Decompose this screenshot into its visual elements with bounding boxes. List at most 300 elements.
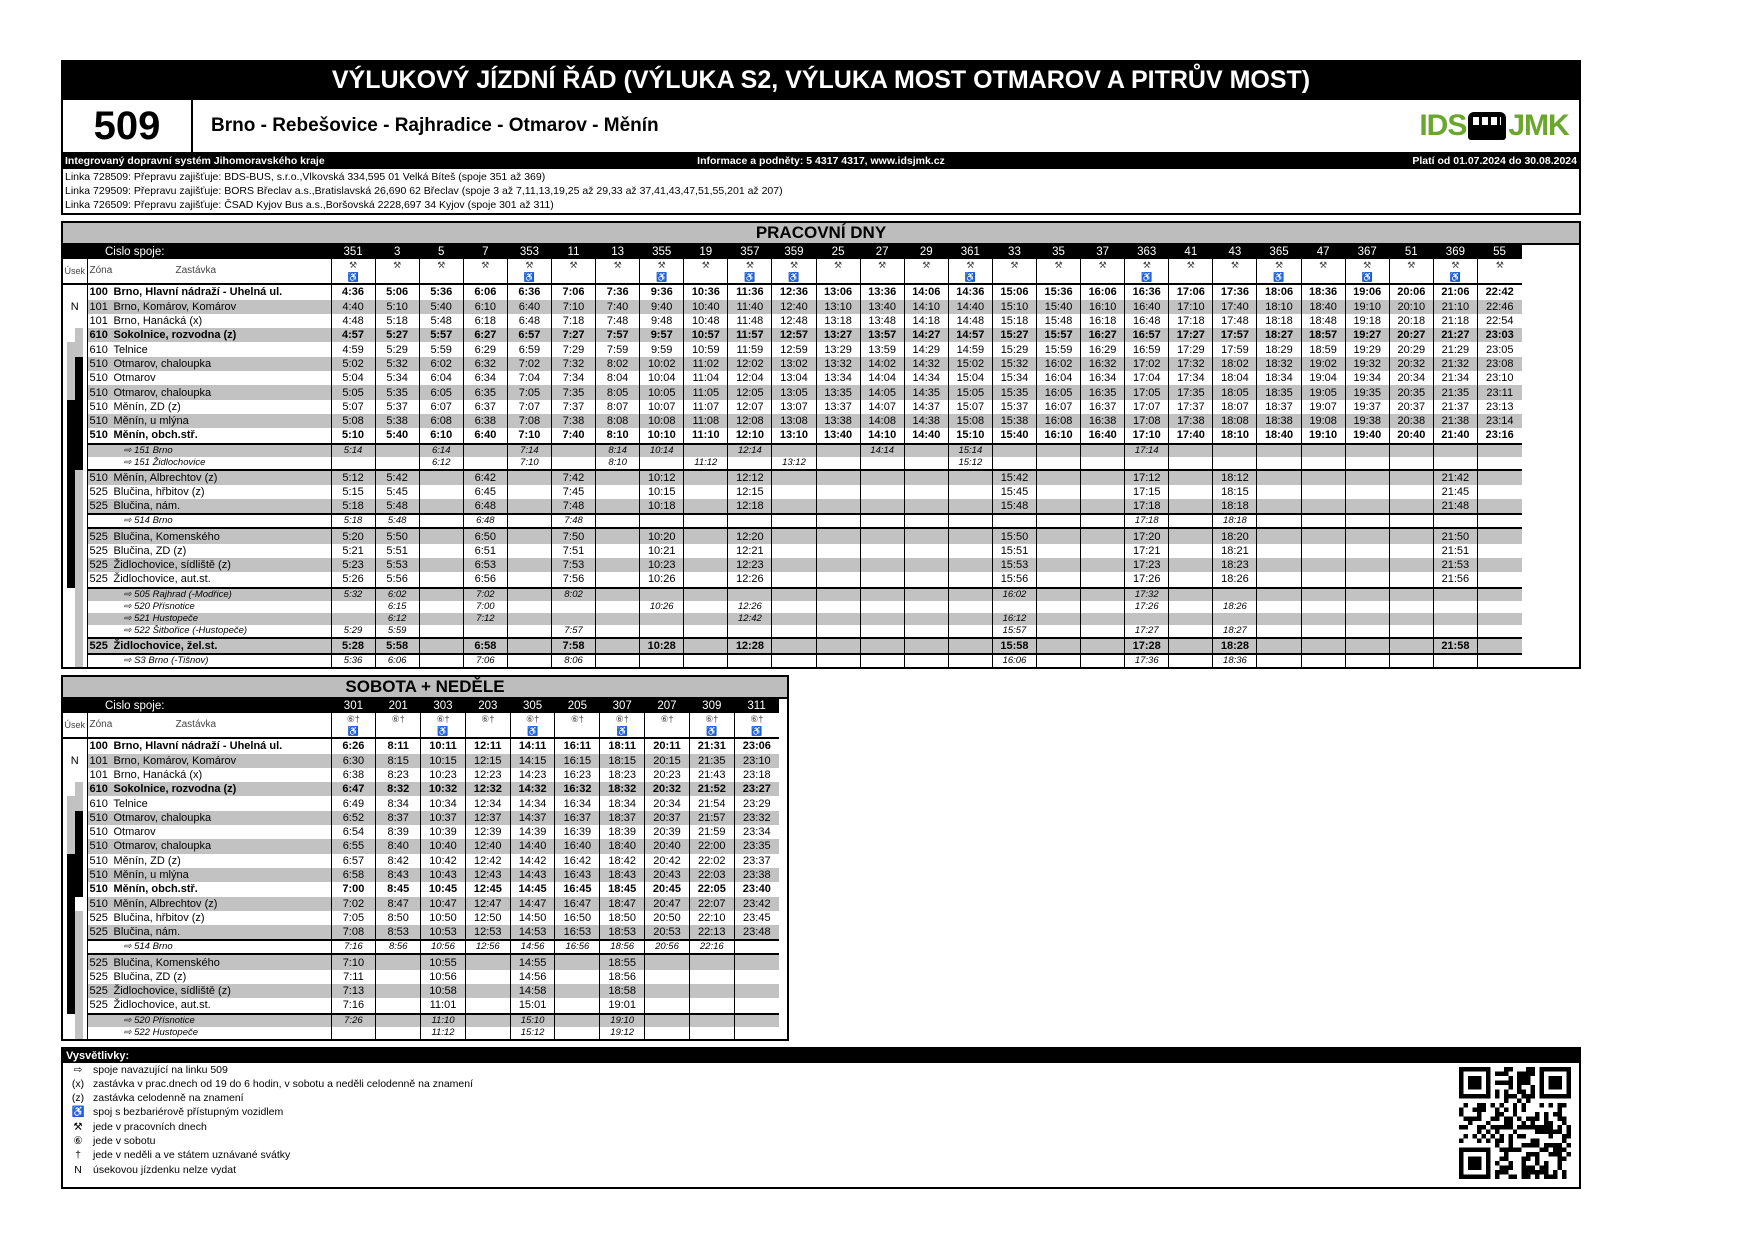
empty-cell [1389, 444, 1433, 457]
empty-cell [507, 528, 551, 543]
departure-time: 7:57 [596, 328, 640, 342]
departure-time: 12:50 [465, 911, 510, 925]
departure-time: 6:40 [507, 300, 551, 314]
zone-number: 610 [89, 329, 108, 342]
legend-symbol: (z) [71, 1092, 85, 1105]
empty-cell [904, 457, 948, 470]
departure-time: 18:10 [1213, 428, 1257, 443]
empty-cell [1345, 485, 1389, 499]
departure-time: 13:57 [860, 328, 904, 342]
stop-row [63, 738, 779, 753]
empty-cell [1301, 558, 1345, 572]
departure-time: 5:51 [375, 544, 419, 558]
departure-time: 17:08 [1125, 414, 1169, 428]
empty-cell [645, 725, 690, 738]
departure-time: 17:14 [1125, 444, 1169, 457]
stop-name: Blučina, ZD (z) [113, 544, 187, 557]
empty-cell [507, 654, 551, 667]
zone-number: 510 [89, 372, 108, 385]
departure-time: 20:32 [1389, 357, 1433, 371]
departure-time: 18:40 [1257, 428, 1301, 443]
trip-number: 3 [375, 245, 419, 259]
departure-time: 23:10 [734, 754, 779, 768]
departure-time: 19:38 [1345, 414, 1389, 428]
departure-time: 21:10 [1433, 300, 1477, 314]
departure-time: 6:58 [331, 868, 376, 882]
trip-number: 25 [816, 245, 860, 259]
departure-time: 5:45 [375, 485, 419, 499]
operating-days-icon: ⑥† [510, 713, 555, 725]
trip-number: 7 [463, 245, 507, 259]
stop-name: Měnín, obch.stř. [113, 429, 198, 442]
departure-time: 16:12 [992, 613, 1036, 625]
line-number: 509 [63, 100, 193, 152]
departure-time: 16:35 [1081, 385, 1125, 399]
departure-time: 16:48 [1125, 314, 1169, 328]
fare-section-bar [67, 428, 75, 443]
departure-time: 6:32 [463, 357, 507, 371]
departure-time: 6:29 [463, 342, 507, 356]
empty-cell [1345, 613, 1389, 625]
operating-days-icon: ⚒ [1037, 259, 1081, 271]
departure-time: 16:10 [1081, 300, 1125, 314]
empty-cell [376, 1014, 421, 1027]
empty-cell [1213, 271, 1257, 284]
stop-name: Židlochovice, sídliště (z) [113, 985, 231, 998]
departure-time: 6:15 [375, 601, 419, 613]
empty-cell [1081, 457, 1125, 470]
departure-time: 21:59 [689, 825, 734, 839]
stop-name-cell [87, 768, 331, 782]
fare-section-bar [67, 940, 75, 954]
departure-time: 19:01 [600, 998, 645, 1013]
departure-time: 15:59 [1037, 342, 1081, 356]
empty-cell [507, 499, 551, 514]
departure-time: 8:02 [596, 357, 640, 371]
trip-number-label: Cislo spoje: [63, 245, 331, 259]
empty-cell [1477, 613, 1521, 625]
departure-time: 7:35 [551, 385, 595, 399]
departure-time: 10:14 [640, 444, 684, 457]
legend-text: spoj s bezbariérově přístupným vozidlem [93, 1106, 284, 1119]
departure-time: 16:39 [555, 825, 600, 839]
zone-stop-header [87, 713, 331, 738]
operating-days-icon: ⚒ [331, 259, 375, 271]
departure-time: 10:55 [421, 954, 466, 969]
departure-time: 15:40 [1037, 300, 1081, 314]
departure-time: 15:38 [992, 414, 1036, 428]
departure-time: 12:53 [465, 925, 510, 940]
departure-time: 21:38 [1433, 414, 1477, 428]
fare-section-bar [75, 428, 83, 443]
departure-time: 16:10 [1037, 428, 1081, 443]
empty-cell [1037, 499, 1081, 514]
legend-symbol: (x) [71, 1077, 85, 1090]
stop-name-cell [87, 811, 331, 825]
fare-section-bar [75, 328, 83, 342]
departure-time: 20:34 [1389, 371, 1433, 385]
departure-time: 23:16 [1477, 428, 1521, 443]
fare-section-bar [67, 470, 75, 485]
usek-header: Úsek [63, 713, 87, 738]
departure-time: 10:04 [640, 371, 684, 385]
departure-time: 13:38 [816, 414, 860, 428]
departure-time: 7:16 [331, 998, 376, 1013]
connection-label: ⇨ 514 Brno [123, 515, 173, 527]
departure-time: 11:40 [728, 300, 772, 314]
departure-time: 12:07 [728, 400, 772, 414]
departure-time: 6:53 [463, 558, 507, 572]
departure-time: 23:05 [1477, 342, 1521, 356]
departure-time: 14:18 [904, 314, 948, 328]
departure-time: 21:58 [1433, 638, 1477, 654]
empty-cell [1257, 485, 1301, 499]
fare-section-bar [75, 925, 83, 940]
connection-label: ⇨ 151 Brno [123, 444, 173, 456]
info-contact: Informace a podněty: 5 4317 4317, www.idsjmk.cz [697, 155, 945, 167]
departure-time: 15:10 [948, 428, 992, 443]
empty-cell [596, 572, 640, 587]
departure-time: 9:36 [640, 284, 684, 299]
departure-time: 20:29 [1389, 342, 1433, 356]
stop-row [63, 768, 779, 782]
empty-cell [816, 601, 860, 613]
wheelchair-icon: ♿ [1125, 271, 1169, 284]
departure-time: 21:43 [689, 768, 734, 782]
departure-time: 18:37 [1257, 400, 1301, 414]
departure-time: 5:48 [375, 499, 419, 514]
empty-cell [1477, 528, 1521, 543]
usek-cell [63, 514, 87, 528]
empty-cell [465, 1027, 510, 1039]
departure-time: 23:18 [734, 768, 779, 782]
fare-section-bar [75, 882, 83, 896]
departure-time: 23:14 [1477, 414, 1521, 428]
trip-number: 355 [640, 245, 684, 259]
departure-time: 6:05 [419, 385, 463, 399]
departure-time: 16:40 [1125, 300, 1169, 314]
departure-time: 6:26 [331, 738, 376, 753]
departure-time: 5:58 [375, 638, 419, 654]
departure-time: 6:49 [331, 796, 376, 810]
empty-cell [645, 984, 690, 998]
stop-name-cell [87, 371, 331, 385]
departure-time: 22:00 [689, 839, 734, 853]
departure-time: 14:23 [510, 768, 555, 782]
departure-time: 14:27 [904, 328, 948, 342]
departure-time: 6:57 [507, 328, 551, 342]
empty-cell [1213, 613, 1257, 625]
legend-text: spoje navazující na linku 509 [93, 1063, 228, 1076]
fare-section-bar [75, 499, 83, 514]
connection-label: ⇨ 520 Přísnotice [123, 600, 195, 612]
departure-time: 7:08 [331, 925, 376, 940]
departure-time: 14:39 [510, 825, 555, 839]
wheelchair-icon: ♿ [689, 725, 734, 738]
logo-text-left: IDS [1419, 109, 1467, 142]
usek-cell [63, 811, 87, 825]
stop-row [63, 854, 779, 868]
departure-time: 6:38 [463, 414, 507, 428]
empty-cell [507, 514, 551, 528]
fare-section-bar [67, 911, 75, 925]
timetable-document [61, 60, 1581, 1189]
empty-cell [992, 514, 1036, 528]
operating-days-icon: ⚒ [375, 259, 419, 271]
zone-number: 525 [89, 970, 108, 983]
empty-cell [1037, 457, 1081, 470]
departure-time: 9:48 [640, 314, 684, 328]
fare-section-bar [67, 414, 75, 428]
empty-cell [816, 572, 860, 587]
departure-time: 22:10 [689, 911, 734, 925]
empty-cell [684, 544, 728, 558]
legend-item [63, 1091, 1579, 1105]
trip-number: 205 [555, 699, 600, 713]
departure-time: 17:26 [1125, 572, 1169, 587]
departure-time: 12:47 [465, 897, 510, 911]
departure-time: 8:07 [596, 400, 640, 414]
stop-row [63, 414, 1522, 428]
legend-text: jede v pracovních dnech [93, 1120, 207, 1133]
empty-cell [1345, 638, 1389, 654]
trip-number: 207 [645, 699, 690, 713]
departure-time: 13:10 [816, 300, 860, 314]
empty-cell [772, 470, 816, 485]
empty-cell [684, 558, 728, 572]
departure-time: 6:08 [419, 414, 463, 428]
departure-time: 12:45 [465, 882, 510, 896]
departure-time: 14:11 [510, 738, 555, 753]
empty-cell [734, 984, 779, 998]
empty-cell [1345, 514, 1389, 528]
zone-number: 525 [89, 926, 108, 939]
stop-name: Brno, Hanácká (x) [113, 768, 203, 781]
stop-name-cell [87, 428, 331, 443]
empty-cell [507, 613, 551, 625]
stop-row [63, 357, 1522, 371]
departure-time: 16:56 [555, 940, 600, 954]
fare-section-bar [75, 638, 83, 654]
empty-cell [1345, 625, 1389, 638]
departure-time: 14:35 [904, 385, 948, 399]
wheelchair-icon: ♿ [507, 271, 551, 284]
departure-time: 14:55 [510, 954, 555, 969]
departure-time: 20:37 [1389, 400, 1433, 414]
departure-time: 5:26 [331, 572, 375, 587]
empty-cell [1477, 625, 1521, 638]
zone-stop-header [87, 259, 331, 284]
departure-time: 10:02 [640, 357, 684, 371]
wheelchair-icon: ♿ [728, 271, 772, 284]
departure-time: 23:11 [1477, 385, 1521, 399]
departure-time: 11:59 [728, 342, 772, 356]
departure-time: 17:07 [1125, 400, 1169, 414]
empty-cell [331, 613, 375, 625]
empty-cell [1169, 558, 1213, 572]
empty-cell [1081, 588, 1125, 601]
empty-cell [463, 625, 507, 638]
stop-row [63, 796, 779, 810]
fare-section-bar [75, 654, 83, 667]
stop-name-cell [87, 998, 331, 1013]
departure-time: 15:18 [992, 314, 1036, 328]
stop-name-cell [87, 400, 331, 414]
departure-time: 13:40 [816, 428, 860, 443]
trip-number: 41 [1169, 245, 1213, 259]
departure-time: 18:38 [1257, 414, 1301, 428]
departure-time: 12:36 [772, 284, 816, 299]
departure-time: 13:34 [816, 371, 860, 385]
departure-time: 17:20 [1125, 528, 1169, 543]
departure-time: 18:55 [600, 954, 645, 969]
fare-section-bar [75, 414, 83, 428]
departure-time: 23:06 [734, 738, 779, 753]
departure-time: 18:45 [600, 882, 645, 896]
legend-item [63, 1077, 1579, 1091]
qr-code[interactable] [1459, 1067, 1571, 1179]
departure-time: 14:05 [860, 385, 904, 399]
departure-time: 22:16 [689, 940, 734, 954]
departure-time: 20:15 [645, 754, 690, 768]
departure-time: 17:21 [1125, 544, 1169, 558]
departure-time: 17:32 [1169, 357, 1213, 371]
departure-time: 13:08 [772, 414, 816, 428]
empty-cell [1081, 601, 1125, 613]
operating-days-icon: ⑥† [734, 713, 779, 725]
empty-cell [1345, 544, 1389, 558]
ids-jmk-logo [1409, 100, 1579, 152]
empty-cell [555, 998, 600, 1013]
departure-time: 15:29 [992, 342, 1036, 356]
departure-time: 13:05 [772, 385, 816, 399]
stop-name-cell [87, 625, 331, 638]
stop-row [63, 998, 779, 1013]
departure-time: 12:56 [465, 940, 510, 954]
empty-cell [1477, 601, 1521, 613]
empty-cell [645, 1027, 690, 1039]
departure-time: 18:07 [1213, 400, 1257, 414]
departure-time: 7:48 [551, 514, 595, 528]
trip-number: 37 [1081, 245, 1125, 259]
departure-time: 16:32 [1081, 357, 1125, 371]
departure-time: 18:20 [1213, 528, 1257, 543]
empty-cell [551, 271, 595, 284]
departure-time: 18:26 [1213, 572, 1257, 587]
stop-name-cell [87, 970, 331, 984]
empty-cell [948, 654, 992, 667]
empty-cell [555, 984, 600, 998]
departure-time: 22:42 [1477, 284, 1521, 299]
fare-section-bar [75, 970, 83, 984]
departure-time: 16:57 [1125, 328, 1169, 342]
usek-cell [63, 414, 87, 428]
departure-time: 17:57 [1213, 328, 1257, 342]
empty-cell [331, 457, 375, 470]
wheelchair-icon: ♿ [1345, 271, 1389, 284]
empty-cell [816, 457, 860, 470]
usek-cell [63, 328, 87, 342]
departure-time: 6:14 [419, 444, 463, 457]
zone-number: 525 [89, 500, 108, 513]
departure-time: 21:40 [1433, 428, 1477, 443]
departure-time: 6:57 [331, 854, 376, 868]
empty-cell [507, 638, 551, 654]
departure-time: 18:28 [1213, 638, 1257, 654]
operating-days-icon: ⚒ [640, 259, 684, 271]
fare-section-bar [75, 528, 83, 543]
empty-cell [1389, 499, 1433, 514]
departure-time: 18:53 [600, 925, 645, 940]
stop-row [63, 400, 1522, 414]
departure-time: 14:40 [948, 300, 992, 314]
usek-cell [63, 499, 87, 514]
departure-time: 14:57 [948, 328, 992, 342]
departure-time: 19:29 [1345, 342, 1389, 356]
departure-time: 16:59 [1125, 342, 1169, 356]
departure-time: 22:05 [689, 882, 734, 896]
empty-cell [1389, 601, 1433, 613]
stop-name-cell [87, 782, 331, 796]
zone-number: 525 [89, 530, 108, 543]
zone-number: 101 [89, 315, 108, 328]
empty-cell [1081, 470, 1125, 485]
fare-section-bar [67, 854, 75, 868]
empty-cell [948, 528, 992, 543]
departure-time: 10:40 [684, 300, 728, 314]
empty-cell [1301, 528, 1345, 543]
departure-time: 23:34 [734, 825, 779, 839]
departure-time: 21:52 [689, 782, 734, 796]
departure-time: 10:43 [421, 868, 466, 882]
empty-cell [860, 625, 904, 638]
departure-time: 7:18 [551, 314, 595, 328]
departure-time: 10:12 [640, 470, 684, 485]
stop-name: Měnín, Albrechtov (z) [113, 897, 218, 910]
departure-time: 8:14 [596, 444, 640, 457]
empty-cell [1037, 271, 1081, 284]
departure-time: 8:04 [596, 371, 640, 385]
departure-time: 10:32 [421, 782, 466, 796]
departure-time: 4:36 [331, 284, 375, 299]
empty-cell [419, 470, 463, 485]
stop-row [63, 925, 779, 940]
wheelchair-icon: ♿ [948, 271, 992, 284]
operating-days-icon: ⑥† [465, 713, 510, 725]
fare-section-bar [75, 371, 83, 385]
empty-cell [772, 625, 816, 638]
departure-time: 23:40 [734, 882, 779, 896]
stop-name: Židlochovice, aut.st. [113, 573, 211, 586]
stop-name-cell [87, 357, 331, 371]
weekend-title: SOBOTA + NEDĚLE [63, 677, 787, 699]
departure-time: 12:10 [728, 428, 772, 443]
departure-time: 19:12 [600, 1027, 645, 1039]
departure-time: 19:37 [1345, 400, 1389, 414]
fare-section-bar [67, 882, 75, 896]
trip-number: 303 [421, 699, 466, 713]
fare-section-bar [67, 499, 75, 514]
departure-time: 10:56 [421, 940, 466, 954]
departure-time: 23:35 [734, 839, 779, 853]
departure-time: 6:48 [463, 499, 507, 514]
empty-cell [1257, 572, 1301, 587]
connection-row [63, 601, 1522, 613]
empty-cell [1037, 558, 1081, 572]
empty-cell [1477, 654, 1521, 667]
departure-time: 23:48 [734, 925, 779, 940]
empty-cell [1081, 558, 1125, 572]
